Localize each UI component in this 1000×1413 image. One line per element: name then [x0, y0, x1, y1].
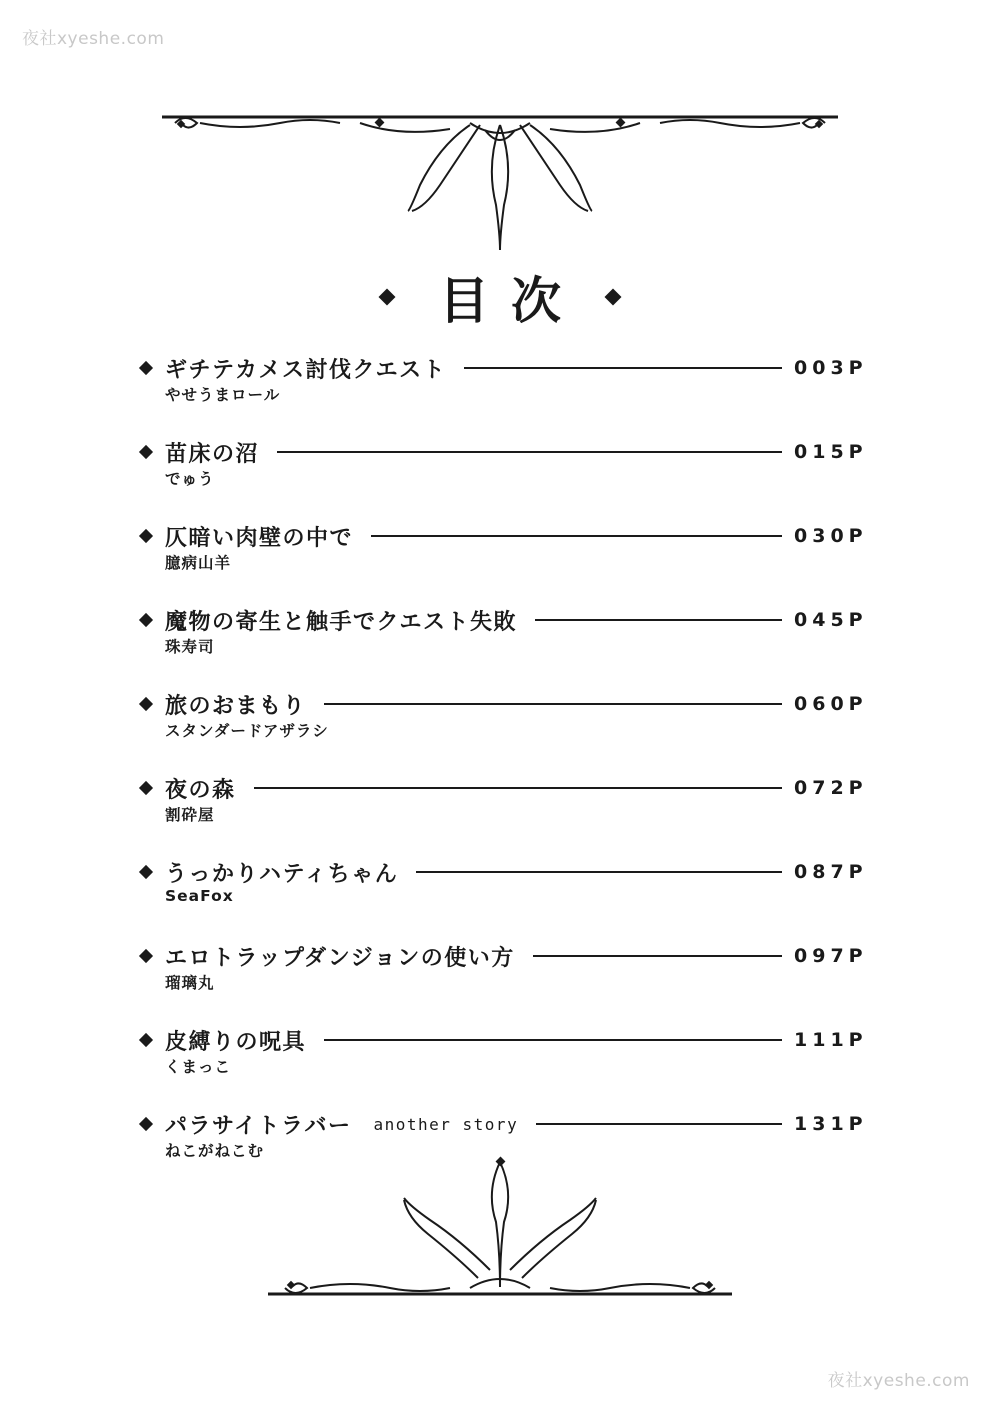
- toc-entry[interactable]: [138, 602, 868, 686]
- bullet-diamond-icon: [139, 445, 153, 459]
- page-title: 目次: [439, 271, 583, 330]
- diamond-icon: [379, 289, 396, 306]
- bullet-diamond-icon: [139, 529, 153, 543]
- leader-line: [535, 619, 782, 621]
- watermark-bottom: 夜社xyeshe.com: [827, 1371, 970, 1391]
- bullet-diamond-icon: [139, 697, 153, 711]
- leader-line: [533, 955, 782, 957]
- bullet-diamond-icon: [139, 949, 153, 963]
- leader-line: [324, 703, 782, 705]
- entry-author: スタンダードアザラシ: [165, 722, 329, 740]
- watermark-top: 夜社xyeshe.com: [22, 29, 165, 49]
- bullet-diamond-icon: [139, 781, 153, 795]
- entry-page-number: 087P: [794, 861, 868, 883]
- toc-entry[interactable]: [138, 1022, 868, 1106]
- entry-title: 旅のおまもり: [165, 693, 307, 719]
- entry-title: パラサイトラバー: [165, 1113, 352, 1139]
- entry-page-number: 131P: [794, 1113, 868, 1135]
- entry-page-number: 111P: [794, 1029, 868, 1051]
- entry-title: 夜の森: [165, 777, 236, 803]
- entry-author: SeaFox: [165, 887, 234, 905]
- bullet-diamond-icon: [139, 361, 153, 375]
- entry-author: くまっこ: [165, 1058, 232, 1076]
- entry-page-number: 015P: [794, 441, 868, 463]
- entry-subtitle: another story: [373, 1114, 519, 1134]
- toc-entry[interactable]: [138, 434, 868, 518]
- toc-entry[interactable]: [138, 770, 868, 854]
- entry-page-number: 060P: [794, 693, 868, 715]
- entry-title: 皮縛りの呪具: [165, 1029, 307, 1055]
- entry-page-number: 045P: [794, 609, 868, 631]
- entry-title: エロトラップダンジョンの使い方: [165, 945, 515, 971]
- bullet-diamond-icon: [139, 613, 153, 627]
- entry-title: 仄暗い肉壁の中で: [165, 525, 354, 551]
- entry-title: うっかりハティちゃん: [165, 861, 399, 887]
- entry-author: ねこがねこむ: [165, 1142, 265, 1160]
- leader-line: [277, 451, 782, 453]
- leader-line: [254, 787, 782, 789]
- toc-entry[interactable]: [138, 854, 868, 938]
- entry-title: ギチテカメス討伐クエスト: [165, 357, 447, 383]
- bullet-diamond-icon: [139, 1117, 153, 1131]
- entry-title: 苗床の沼: [165, 441, 260, 467]
- leader-line: [324, 1039, 782, 1041]
- leader-line: [371, 535, 782, 537]
- toc-entry[interactable]: [138, 518, 868, 602]
- entry-page-number: 003P: [794, 357, 868, 379]
- entry-author: 割砕屋: [165, 806, 215, 824]
- bullet-diamond-icon: [139, 865, 153, 879]
- entry-page-number: 097P: [794, 945, 868, 967]
- ornament-top-icon: [0, 95, 1000, 265]
- toc-entry[interactable]: [138, 350, 868, 434]
- toc-heading-row: [0, 262, 1000, 332]
- table-of-contents: [138, 350, 868, 1190]
- entry-author: でゅう: [165, 470, 215, 488]
- ornament-bottom-icon: [0, 1150, 1000, 1310]
- toc-entry[interactable]: [138, 938, 868, 1022]
- entry-author: 珠寿司: [165, 638, 215, 656]
- entry-author: 瑠璃丸: [165, 974, 215, 992]
- diamond-icon: [605, 289, 622, 306]
- leader-line: [416, 871, 782, 873]
- entry-author: やせうまロール: [165, 386, 281, 404]
- entry-title: 魔物の寄生と触手でクエスト失敗: [165, 609, 518, 635]
- toc-entry[interactable]: [138, 686, 868, 770]
- entry-page-number: 030P: [794, 525, 868, 547]
- leader-line: [464, 367, 782, 369]
- leader-line: [536, 1123, 782, 1125]
- bullet-diamond-icon: [139, 1033, 153, 1047]
- entry-page-number: 072P: [794, 777, 868, 799]
- entry-author: 臆病山羊: [165, 554, 232, 572]
